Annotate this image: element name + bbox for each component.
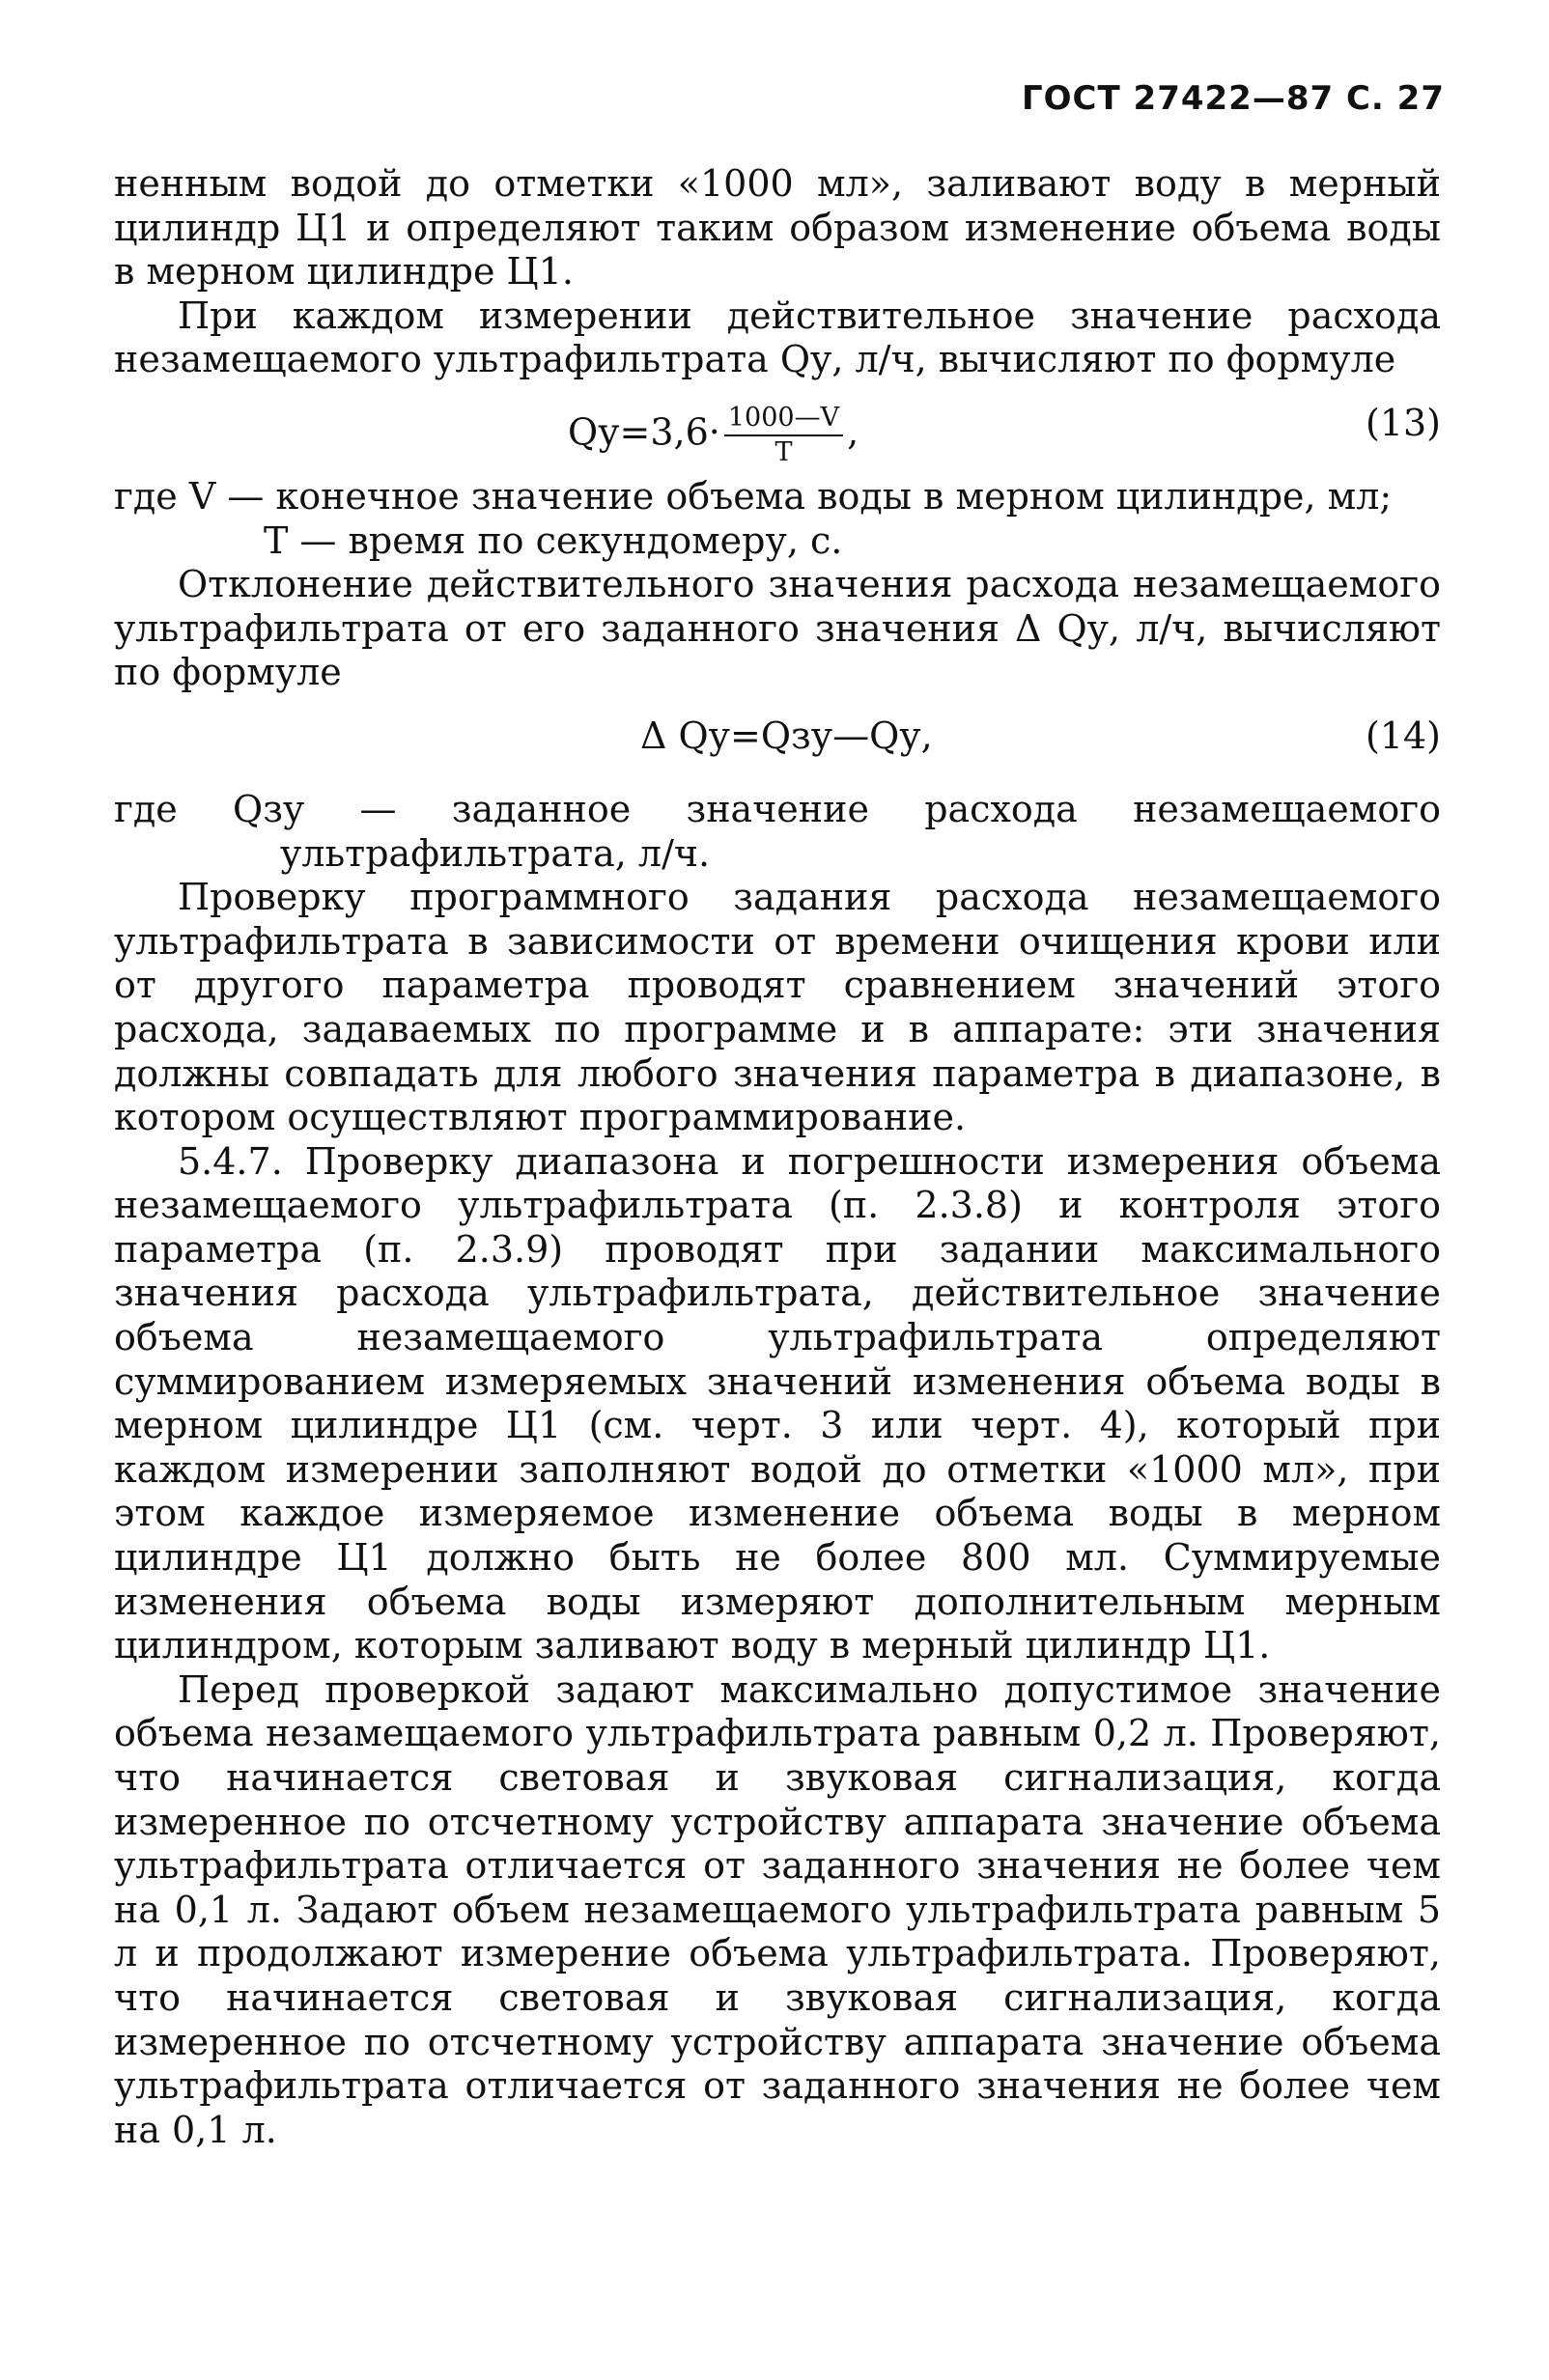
page-body [114,162,1441,2152]
paragraph-5-4-7: 5.4.7. Проверку диапазона и погрешности измерения объема незамещаемого ультрафильтрата (п. 2.3.8) и контроля этого параметра (п. 2.3.9) проводят при задании максимального значения расхода ультрафильтрата, действительное значение объема незамещаемого ультрафильтрата определяют суммированием измеряемых значений изменения объема воды в мерном цилиндре Ц1 (см. черт. 3 или черт. 4), который при каждом измерении заполняют водой до отметки «1000 мл», при этом каждое измеряемое изменение объема воды в мерном цилиндре Ц1 должно быть не более 800 мл. Суммируемые изменения объема воды измеряют дополнительным мерным цилиндром, которым заливают воду в мерный цилиндр Ц1. [114,1139,1441,1667]
definition-q-set: где Qзу — заданное значение расхода незамещаемого ультрафильтрата, л/ч. [114,787,1441,875]
formula-13-number: (13) [1365,401,1441,444]
formula-14-expression: Δ Qу=Qзу—Qу, [640,714,933,757]
formula-13-expression [568,402,859,469]
formula-13-lhs: Qу=3,6· [568,410,720,454]
paragraph-program-check: Проверку программного задания расхода незамещаемого ультрафильтрата в зависимости от времени очищения крови или от другого параметра проводят сравнением значений этого расхода, задаваемых по программе и в аппарате: эти значения должны совпадать для любого значения параметра в диапазоне, в котором осуществляют программирование. [114,876,1441,1139]
formula-13-denominator: T [774,436,793,467]
formula-13-numerator: 1000—V [724,402,843,436]
paragraph-flow-formula-intro: При каждом измерении действительное значение расхода незамещаемого ультрафильтрата Qу, л/ч, вычисляют по формуле [114,294,1441,381]
definition-v: где V — конечное значение объема воды в мерном цилиндре, мл; [114,474,1393,518]
running-head: ГОСТ 27422—87 С. 27 [1021,79,1445,118]
paragraph-continued: ненным водой до отметки «1000 мл», заливают воду в мерный цилиндр Ц1 и определяют таким образом изменение объема воды в мерном цилиндре Ц1. [114,162,1441,294]
formula-13 [114,382,1441,475]
formula-13-fraction [724,402,843,469]
definition-t: T — время по секундомеру, с. [264,518,843,562]
paragraph-deviation-intro: Отклонение действительного значения расхода незамещаемого ультрафильтрата от его заданного значения Δ Qу, л/ч, вычисляют по формуле [114,563,1441,694]
paragraph-alarm-check: Перед проверкой задают максимально допустимое значение объема незамещаемого ультрафильтрата равным 0,2 л. Проверяют, что начинается световая и звуковая сигнализация, когда измеренное по отсчетному устройству аппарата значение объема ультрафильтрата отличается от заданного значения не более чем на 0,1 л. Задают объем незамещаемого ультрафильтрата равным 5 л и продолжают измерение объема ультрафильтрата. Проверяют, что начинается световая и звуковая сигнализация, когда измеренное по отсчетному устройству аппарата значение объема ультрафильтрата отличается от заданного значения не более чем на 0,1 л. [114,1667,1441,2151]
formula-13-tail: , [847,410,859,454]
formula-14 [114,695,1441,788]
formula-14-number: (14) [1365,714,1441,757]
